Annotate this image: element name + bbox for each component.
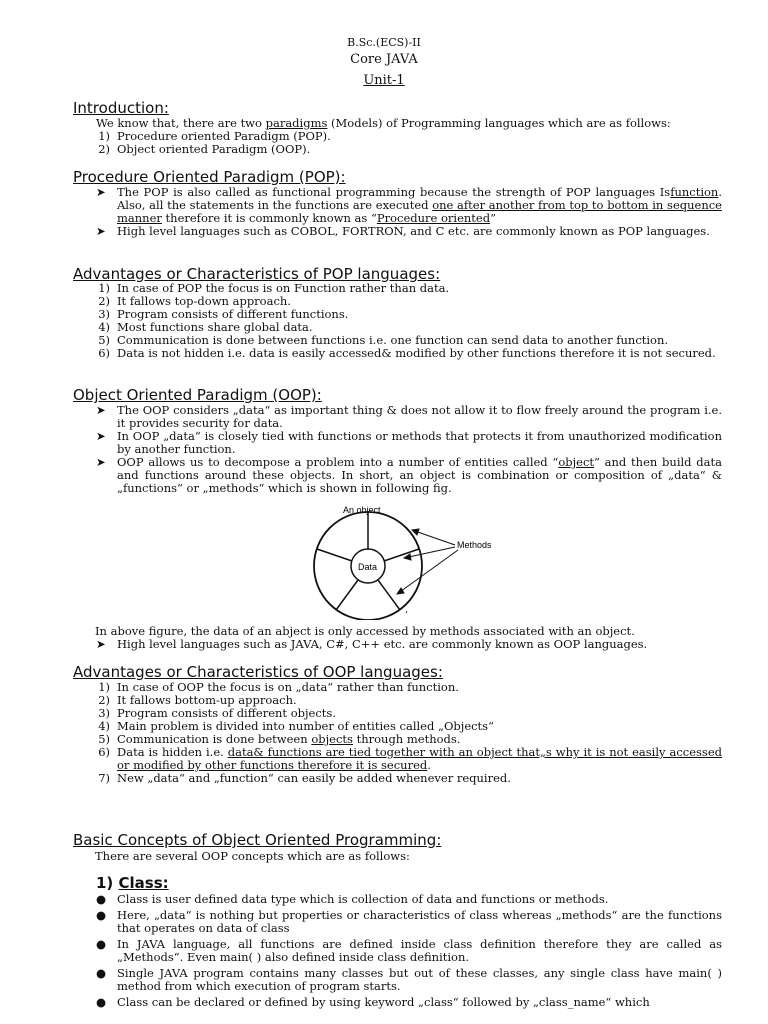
class-list [96, 893, 722, 1009]
list-item: 4) Main problem is divided into number of entities called „Objects“ [98, 719, 494, 733]
class-bullet: ● Single JAVA program contains many classes but out of these classes, any single class have main( ) method from which execution of program starts. [96, 966, 722, 993]
class-bullet: ● In JAVA language, all functions are defined inside class definition therefore they are called as „Methods“. Even main( ) also defined inside class definition. [96, 937, 722, 964]
list-item: 6) Data is not hidden i.e. data is easily accessed& modified by other functions therefore it is not secured. [98, 346, 716, 360]
unit-title: Unit-1 [363, 73, 405, 88]
pop-adv-heading: Advantages or Characteristics of POP languages: [73, 265, 441, 283]
pop-heading: Procedure Oriented Paradigm (POP): [73, 168, 346, 186]
intro-paragraph: We know that, there are two paradigms (Models) of Programming languages which are as follows: [96, 116, 671, 130]
method-arrows [397, 529, 458, 594]
oop-section [96, 404, 722, 495]
course-code: B.Sc.(ECS)-II [347, 36, 421, 49]
list-item: 1) In case of POP the focus is on Function rather than data. [98, 281, 450, 295]
basic-concepts-heading: Basic Concepts of Object Oriented Programming: [73, 831, 442, 849]
intro-section [96, 117, 722, 156]
svg-text:’: ’ [405, 611, 408, 620]
list-item: 7) New „data“ and „function“ can easily be added whenever required. [98, 771, 511, 785]
list-item: 3) Program consists of different functions. [98, 307, 349, 321]
figure-caption: In above figure, the data of an abject is only accessed by methods associated with an object. [95, 624, 635, 638]
oop-heading: Object Oriented Paradigm (OOP): [73, 386, 322, 404]
class-bullet: ● Here, „data“ is nothing but properties or characteristics of class whereas „methods“ are the functions that operates on data of class [96, 908, 722, 935]
list-item: 1) In case of OOP the focus is on „data“ rather than function. [98, 680, 459, 694]
methods-label: Methods [457, 540, 492, 550]
pop-bullet: ➤ The POP is also called as functional programming because the strength of POP languages Isfunction. Also, all the statements in the functions are executed one after another from top to bottom in sequence manner therefore it is commonly known as “Procedure oriented” [96, 185, 722, 225]
pop-section [96, 186, 722, 238]
object-diagram [300, 500, 510, 620]
paradigms-link: paradigms [265, 116, 328, 130]
intro-heading: Introduction: [73, 99, 169, 117]
basic-concepts-intro: There are several OOP concepts which are as follows: [95, 849, 410, 863]
pop-bullet: ➤ High level languages such as COBOL, FORTRON, and C etc. are commonly known as POP languages. [96, 224, 710, 238]
list-item: 5) Communication is done between objects through methods. [98, 732, 461, 746]
class-heading: 1) Class: [96, 874, 169, 892]
oop-bullet: ➤ OOP allows us to decompose a problem into a number of entities called “object” and then build data and functions around these objects. In short, an object is combination or composition of „data“ & „functions“ or „methods“ which is shown in following fig. [96, 455, 723, 495]
intro-item: 1) Procedure oriented Paradigm (POP). [98, 129, 331, 143]
oop-bullet: ➤ The OOP considers „data“ as important thing & does not allow it to flow freely around the program i.e. it provides security for data. [96, 403, 722, 430]
course-title: Core JAVA [350, 52, 418, 67]
oop-after-section [96, 638, 722, 651]
list-item: 4) Most functions share global data. [98, 320, 313, 334]
oop-adv-list [96, 681, 722, 785]
method-dividers [317, 512, 419, 610]
oop-adv-heading: Advantages or Characteristics of OOP languages: [73, 663, 443, 681]
oop-bullet: ➤ In OOP „data“ is closely tied with functions or methods that protects it from unauthorized modification by another function. [96, 429, 722, 456]
list-item: 5) Communication is done between functions i.e. one function can send data to another function. [98, 333, 669, 347]
list-item: 6) Data is hidden i.e. data& functions are tied together with an object that„s why it is not easily accessed or modified by other functions therefore it is secured. [98, 745, 722, 772]
list-item: 3) Program consists of different objects. [98, 706, 336, 720]
intro-item: 2) Object oriented Paradigm (OOP). [98, 142, 311, 156]
list-item: 2) It fallows bottom-up approach. [98, 693, 297, 707]
list-item: 2) It fallows top-down approach. [98, 294, 291, 308]
figure-title: An object [343, 505, 381, 515]
class-bullet: ● Class is user defined data type which is collection of data and functions or methods. [96, 892, 609, 906]
data-label: Data [358, 562, 378, 572]
oop-bullet: ➤ High level languages such as JAVA, C#, C++ etc. are commonly known as OOP languages. [96, 637, 648, 651]
class-bullet: ● Class can be declared or defined by using keyword „class“ followed by „class_name“ which [96, 995, 650, 1009]
pop-adv-list [96, 282, 722, 360]
